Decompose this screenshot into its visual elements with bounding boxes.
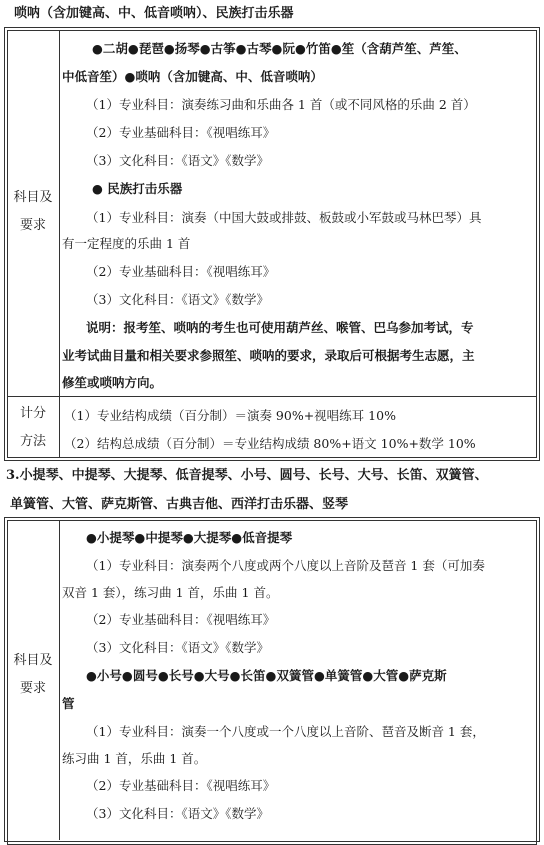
note-line: 业考试曲目量和相关要求参照笙、唢呐的要求，录取后可根据考生志愿，主 — [62, 348, 475, 363]
score-item: （2）结构总成绩（百分制）＝专业结构成绩 80%+语文 10%+数学 10% — [64, 436, 476, 451]
group-title-line: 中低音笙）●唢呐（含加键高、中、低音唢呐） — [62, 69, 323, 84]
list-item: （3）文化科目：《语文》《数学》 — [86, 292, 269, 307]
score-item: （1）专业结构成绩（百分制）＝演奏 90%+视唱练耳 10% — [64, 408, 396, 423]
note-line: 说明：报考笙、唢呐的考生也可使用葫芦丝、喉管、巴乌参加考试，专 — [86, 320, 474, 335]
table-1-column-divider — [59, 30, 60, 458]
list-item: （1）专业科目：演奏一个八度或一个八度以上音阶、琶音及断音 1 套， — [86, 724, 485, 739]
list-item: 练习曲 1 首，乐曲 1 首。 — [62, 751, 207, 766]
table-1-row-divider — [7, 396, 537, 397]
section-heading-top: 唢呐（含加键高、中、低音唢呐）、民族打击乐器 — [14, 6, 294, 21]
table-2-column-divider — [59, 520, 60, 840]
list-item: 有一定程度的乐曲 1 首 — [62, 236, 191, 251]
note-line: 修笙或唢呐方向。 — [62, 375, 163, 390]
list-item: （3）文化科目：《语文》《数学》 — [86, 806, 269, 821]
table-1-score-label: 计分 方法 — [19, 406, 46, 449]
list-item: （3）文化科目：《语文》《数学》 — [86, 153, 269, 168]
list-item: （2）专业基础科目：《视唱练耳》 — [86, 125, 276, 140]
list-item: （2）专业基础科目：《视唱练耳》 — [86, 778, 276, 793]
list-item: （1）专业科目：演奏练习曲和乐曲各 1 首（或不同风格的乐曲 2 首） — [86, 97, 476, 112]
list-item: （1）专业科目：演奏两个八度或两个八度以上音阶及琶音 1 套（可加奏 — [86, 558, 485, 573]
list-item: （2）专业基础科目：《视唱练耳》 — [86, 264, 276, 279]
list-item: （1）专业科目：演奏（中国大鼓或排鼓、板鼓或小军鼓或马林巴琴）具 — [86, 210, 482, 225]
group-title-line: ●小号●圆号●长号●大号●长笛●双簧管●单簧管●大管●萨克斯 — [86, 668, 447, 683]
table-1-subject-label: 科目及 要求 — [13, 190, 53, 233]
group-title-line: 管 — [62, 696, 75, 711]
list-item: （3）文化科目：《语文》《数学》 — [86, 640, 269, 655]
section-3-heading: 单簧管、大管、萨克斯管、古典吉他、西洋打击乐器、竖琴 — [10, 497, 349, 512]
list-item: 双音 1 套），练习曲 1 首，乐曲 1 首。 — [62, 585, 279, 600]
section-3-heading: 3.小提琴、中提琴、大提琴、低音提琴、小号、圆号、长号、大号、长笛、双簧管、 — [6, 468, 488, 483]
group-title-line: ● 民族打击乐器 — [92, 181, 183, 196]
group-title-line: ●二胡●琵琶●扬琴●古筝●古琴●阮●竹笛●笙（含葫芦笙、芦笙、 — [92, 41, 467, 56]
table-2-subject-label: 科目及 要求 — [13, 653, 53, 696]
group-title-line: ●小提琴●中提琴●大提琴●低音提琴 — [86, 530, 293, 545]
list-item: （2）专业基础科目：《视唱练耳》 — [86, 612, 276, 627]
